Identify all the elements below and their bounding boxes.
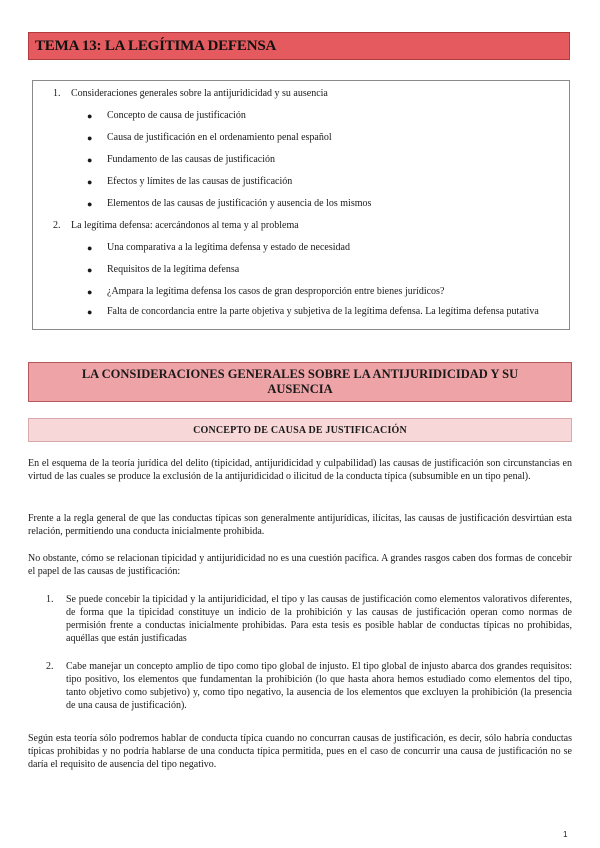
table-of-contents — [32, 80, 570, 330]
toc-subitem: ● ¿Ampara la legítima defensa los casos de gran desproporción entre bienes jurídicos? — [87, 286, 445, 297]
numbered-item-number: 2. — [46, 661, 54, 672]
bullet-icon: ● — [87, 155, 93, 165]
bullet-icon: ● — [87, 133, 93, 143]
numbered-item-number: 1. — [46, 594, 54, 605]
toc-subitem: ● Una comparativa a la legítima defensa y estado de necesidad — [87, 242, 350, 253]
page-number: 1 — [563, 830, 568, 839]
page-title: TEMA 13: LA LEGÍTIMA DEFENSA — [35, 37, 277, 54]
toc-subitem: ● Elementos de las causas de justificación y ausencia de los mismos — [87, 198, 372, 209]
toc-subitem: ● Requisitos de la legítima defensa — [87, 264, 240, 275]
section-heading-banner — [28, 362, 572, 402]
numbered-item-text: Cabe manejar un concepto amplio de tipo como tipo global de injusto. El tipo global de injusto abarca dos grandes requisitos: tipo positivo, los elementos que fundamentan la prohibición (lo que hasta ahora hemos estudiado como elementos del tipo, tanto objetivo como subjetivo) y, como tipo negativo, la ausencia de los elementos que excluyen la prohibición (la presencia de una causa de justificación). — [66, 661, 572, 711]
bullet-icon: ● — [87, 243, 93, 253]
numbered-item-text: Se puede concebir la tipicidad y la antijuridicidad, el tipo y las causas de justificación como elementos valorativos diferentes, de forma que la tipicidad constituye un indicio de la prohibición y las causas de justificación operan como normas de permisión frente a conductas inicialmente prohibidas. Para esta tesis es posible hablar de conductas típicas no prohibidas, aquéllas que están justificadas — [66, 594, 572, 644]
bullet-icon: ● — [87, 199, 93, 209]
toc-subitem: ● Causa de justificación en el ordenamiento penal español — [87, 132, 332, 143]
toc-subitem: ● Falta de concordancia entre la parte objetiva y subjetiva de la legítima defensa. La legítima defensa putativa — [87, 306, 539, 317]
subsection-heading: CONCEPTO DE CAUSA DE JUSTIFICACIÓN — [193, 424, 407, 436]
toc-subitem: ● Efectos y límites de las causas de justificación — [87, 176, 293, 187]
toc-item-2 — [53, 220, 299, 231]
paragraph: Frente a la regla general de que las conductas típicas son generalmente antijurídicas, ilícitas, las causas de justificación desvirtúan esta relación, permitiendo una conducta inicialmente prohibida. — [28, 513, 572, 537]
toc-item-label: Consideraciones generales sobre la antijuridicidad y su ausencia — [71, 88, 328, 99]
toc-subitem: ● Fundamento de las causas de justificación — [87, 154, 276, 165]
paragraph: En el esquema de la teoría jurídica del delito (tipicidad, antijuridicidad y culpabilidad) las causas de justificación son circunstancias en virtud de las cuales se produce la exclusión de la antijuridicidad o ilicitud de la conducta típica (subsumible en un tipo penal). — [28, 458, 572, 482]
toc-subitem: ● Concepto de causa de justificación — [87, 110, 246, 121]
bullet-icon: ● — [87, 307, 93, 317]
toc-item-label: La legítima defensa: acercándonos al tema y al problema — [71, 220, 299, 231]
closing-paragraph: Según esta teoría sólo podremos hablar de conducta típica cuando no concurran causas de justificación, es decir, sólo habría conductas típicas prohibidas y no podría hablarse de una conducta típica permitida, pues en el caso de concurrir una causa de justificación no se daría el requisito de ausencia del tipo negativo. — [28, 733, 572, 770]
page-title-banner — [28, 32, 570, 60]
numbered-item-1 — [46, 593, 572, 645]
toc-item-1 — [53, 88, 328, 99]
paragraph: No obstante, cómo se relacionan tipicidad y antijuridicidad no es una cuestión pacífica. A grandes rasgos caben dos formas de concebir el papel de las causas de justificación: — [28, 553, 572, 577]
toc-item-number: 2. — [53, 220, 61, 231]
subsection-heading-banner — [28, 418, 572, 442]
bullet-icon: ● — [87, 111, 93, 121]
numbered-item-2 — [46, 660, 572, 712]
bullet-icon: ● — [87, 265, 93, 275]
toc-item-number: 1. — [53, 88, 61, 99]
bullet-icon: ● — [87, 287, 93, 297]
section-heading: LA CONSIDERACIONES GENERALES SOBRE LA ANTIJURIDICIDAD Y SU AUSENCIA — [81, 367, 519, 396]
bullet-icon: ● — [87, 177, 93, 187]
